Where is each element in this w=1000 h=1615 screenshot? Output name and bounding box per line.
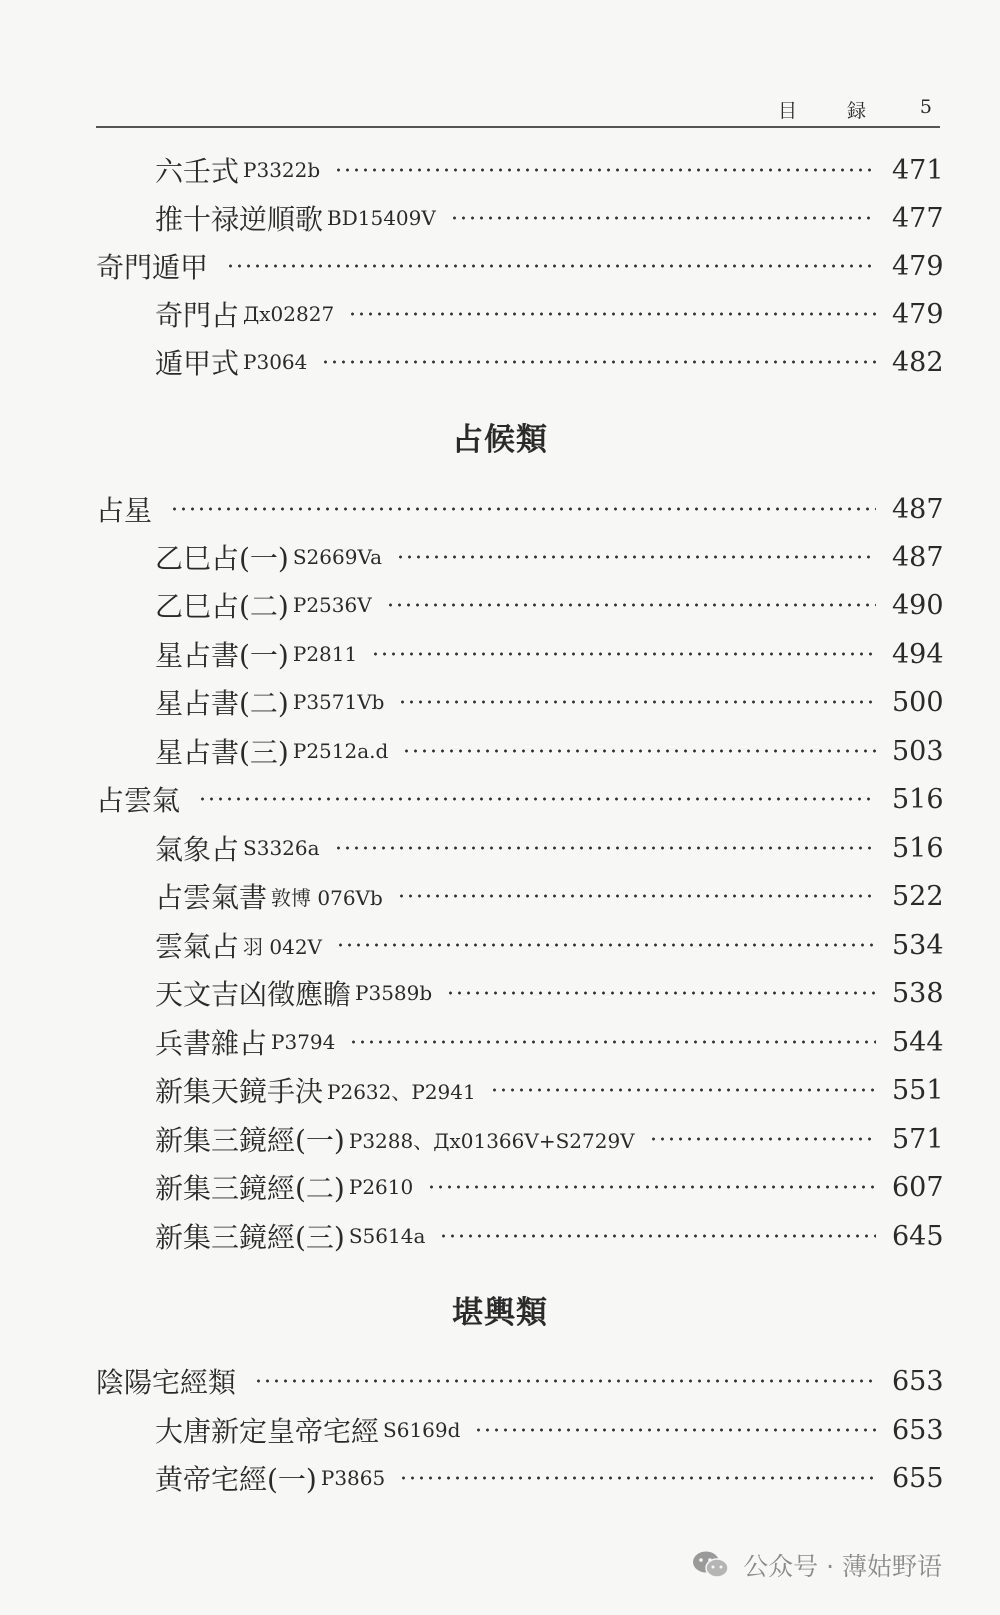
entry-code: Дx02827 — [243, 302, 335, 326]
dot-leader — [649, 1137, 876, 1141]
entry-code: P2512a.d — [292, 739, 389, 763]
section-heading: 占候類 — [452, 422, 548, 458]
entry-page: 487 — [892, 493, 944, 525]
entry-page: 516 — [892, 783, 944, 815]
entry-title: 新集三鏡經(二) — [155, 1172, 345, 1205]
entry-page: 471 — [892, 154, 944, 186]
watermark-text: 公众号 · 薄姑野语 — [743, 1552, 942, 1581]
toc-entry[interactable] — [155, 680, 944, 724]
entry-page: 645 — [892, 1220, 944, 1252]
entry-title: 六壬式 — [155, 155, 240, 188]
toc-entry[interactable] — [96, 1359, 944, 1403]
toc-entry[interactable] — [155, 583, 944, 627]
entry-code: S2669Va — [292, 545, 382, 569]
wechat-watermark — [691, 1545, 942, 1585]
toc-entry[interactable] — [155, 196, 944, 240]
entry-page: 494 — [892, 638, 944, 670]
entry-page: 607 — [892, 1171, 944, 1203]
dot-leader — [371, 652, 876, 656]
dot-leader — [474, 1428, 876, 1432]
entry-code: P2632、P2941 — [327, 1079, 476, 1104]
toc-entry[interactable] — [155, 874, 944, 918]
toc-entry[interactable] — [155, 729, 944, 773]
entry-code: S6169d — [383, 1418, 461, 1442]
entry-code: P3589b — [355, 981, 433, 1005]
dot-leader — [450, 216, 876, 220]
entry-title: 天文吉凶徵應瞻 — [155, 978, 352, 1011]
entry-title: 奇門占 — [155, 299, 240, 332]
entry-title: 乙巳占(二) — [155, 590, 289, 623]
entry-page: 538 — [892, 977, 944, 1009]
entry-title: 兵書雜占 — [155, 1027, 268, 1060]
dot-leader — [439, 1234, 876, 1238]
dot-leader — [386, 603, 876, 607]
dot-leader — [397, 894, 876, 898]
toc-entry[interactable] — [155, 826, 944, 870]
entry-page: 479 — [892, 298, 944, 330]
entry-title: 乙巳占(一) — [155, 542, 289, 575]
entry-page: 544 — [892, 1026, 944, 1058]
entry-page: 655 — [892, 1462, 944, 1494]
entry-page: 490 — [892, 589, 944, 621]
entry-code: P2811 — [292, 642, 358, 666]
wechat-icon — [691, 1549, 731, 1581]
toc-entry[interactable] — [155, 971, 944, 1015]
entry-title: 星占書(三) — [155, 736, 289, 769]
toc-entry[interactable] — [155, 1068, 944, 1112]
entry-code: P3794 — [271, 1030, 336, 1054]
toc-entry[interactable] — [155, 1020, 944, 1064]
entry-page: 500 — [892, 686, 944, 718]
entry-page: 477 — [892, 202, 944, 234]
toc-entry[interactable] — [155, 1456, 944, 1500]
entry-code: P3865 — [320, 1466, 386, 1490]
entry-title: 遁甲式 — [155, 347, 240, 380]
dot-leader — [336, 943, 876, 947]
toc-entry[interactable] — [155, 340, 944, 384]
entry-code: S5614a — [348, 1224, 426, 1248]
dot-leader — [334, 168, 876, 172]
entry-page: 479 — [892, 250, 944, 282]
entry-title: 新集三鏡經(三) — [155, 1221, 345, 1254]
dot-leader — [427, 1185, 876, 1189]
entry-title: 星占書(一) — [155, 639, 289, 672]
entry-page: 551 — [892, 1074, 944, 1106]
entry-title: 新集天鏡手決 — [155, 1075, 324, 1108]
entry-page: 503 — [892, 735, 944, 767]
entry-title: 氣象占 — [155, 833, 240, 866]
entry-code: P3064 — [243, 350, 308, 374]
page-number: 5 — [919, 96, 932, 118]
entry-page: 534 — [892, 929, 944, 961]
entry-title: 占星 — [96, 494, 153, 527]
dot-leader — [396, 555, 876, 559]
toc-entry[interactable] — [155, 1117, 944, 1161]
dot-leader — [490, 1088, 876, 1092]
entry-page: 653 — [892, 1414, 944, 1446]
entry-title: 雲氣占 — [155, 930, 240, 963]
entry-code: P3322b — [243, 158, 321, 182]
entry-page: 487 — [892, 541, 944, 573]
entry-page: 516 — [892, 832, 944, 864]
toc-entry[interactable] — [155, 1165, 944, 1209]
entry-code: BD15409V — [327, 206, 436, 230]
toc-entry[interactable] — [96, 777, 944, 821]
dot-leader — [170, 507, 876, 511]
section-heading: 堪輿類 — [452, 1295, 548, 1331]
entry-title: 推十禄逆順歌 — [155, 203, 324, 236]
entry-code: P2536V — [292, 593, 372, 617]
entry-code: P3571Vb — [292, 690, 385, 714]
entry-code: S3326a — [243, 836, 320, 860]
entry-page: 653 — [892, 1365, 944, 1397]
entry-title: 占雲氣書 — [155, 881, 268, 914]
toc-entry[interactable] — [155, 1214, 944, 1258]
toc-entry[interactable] — [155, 292, 944, 336]
toc-entry[interactable] — [155, 148, 944, 192]
dot-leader — [321, 360, 876, 364]
entry-title: 新集三鏡經(一) — [155, 1124, 345, 1157]
entry-page: 571 — [892, 1123, 944, 1155]
entry-title: 奇門遁甲 — [96, 251, 209, 284]
toc-entry[interactable] — [96, 244, 944, 288]
running-title: 目 録 — [777, 100, 888, 122]
dot-leader — [226, 264, 876, 268]
dot-leader — [348, 312, 876, 316]
toc-entry[interactable] — [155, 923, 944, 967]
toc-entry[interactable] — [96, 487, 944, 531]
entry-title: 星占書(二) — [155, 687, 289, 720]
toc-entry[interactable] — [155, 632, 944, 676]
dot-leader — [254, 1379, 876, 1383]
dot-leader — [198, 797, 876, 801]
entry-code: 敦博 076Vb — [271, 885, 383, 910]
entry-title: 大唐新定皇帝宅經 — [155, 1415, 380, 1448]
dot-leader — [349, 1040, 876, 1044]
dot-leader — [398, 700, 876, 704]
toc-entry[interactable] — [155, 535, 944, 579]
dot-leader — [446, 991, 876, 995]
dot-leader — [399, 1476, 876, 1480]
entry-code: P2610 — [348, 1175, 414, 1199]
entry-page: 522 — [892, 880, 944, 912]
entry-title: 占雲氣 — [96, 784, 181, 817]
dot-leader — [334, 846, 876, 850]
entry-title: 黄帝宅經(一) — [155, 1463, 317, 1496]
dot-leader — [402, 749, 876, 753]
entry-code: P3288、Дx01366V+S2729V — [348, 1128, 635, 1153]
entry-code: 羽 042V — [243, 934, 322, 959]
entry-page: 482 — [892, 346, 944, 378]
page-header — [96, 92, 940, 128]
entry-title: 陰陽宅經類 — [96, 1366, 237, 1399]
toc-entry[interactable] — [155, 1408, 944, 1452]
